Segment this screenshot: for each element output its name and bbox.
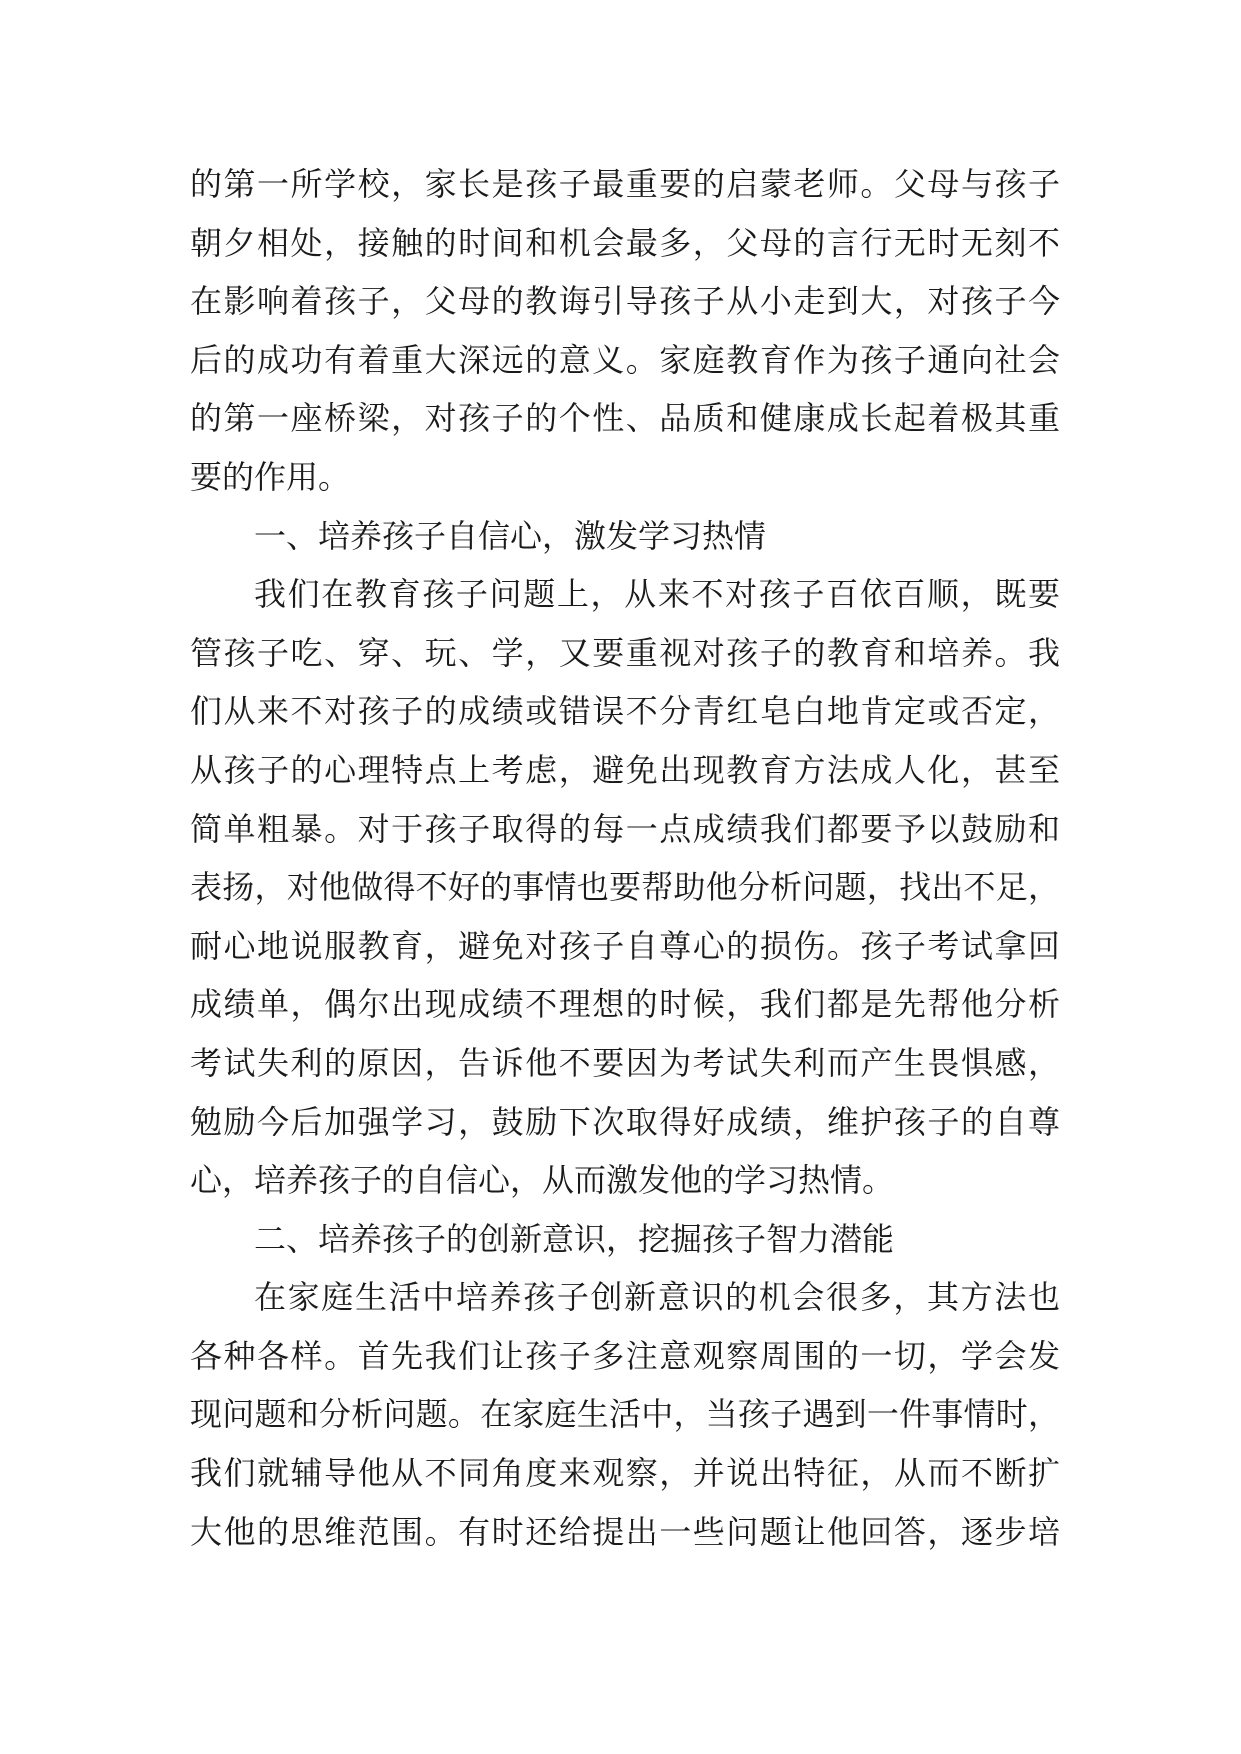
text-line: 大他的思维范围。有时还给提出一些问题让他回答，逐步培 [190, 1512, 1060, 1551]
text-line: 表扬，对他做得不好的事情也要帮助他分析问题，找出不足， [190, 868, 1060, 907]
text-line: 考试失利的原因，告诉他不要因为考试失利而产生畏惧感， [190, 1043, 1060, 1082]
text-line: 心，培养孩子的自信心，从而激发他的学习热情。 [190, 1161, 895, 1200]
text-line: 的第一所学校，家长是孩子最重要的启蒙老师。父母与孩子 [190, 165, 1060, 203]
text-line: 们从来不对孩子的成绩或错误不分青红皂白地肯定或否定， [190, 692, 1060, 731]
text-line: 勉励今后加强学习，鼓励下次取得好成绩，维护孩子的自尊 [190, 1102, 1060, 1141]
text-line: 在影响着孩子，父母的教诲引导孩子从小走到大，对孩子今 [190, 282, 1060, 321]
text-line: 管孩子吃、穿、玩、学，又要重视对孩子的教育和培养。我 [190, 633, 1060, 672]
section-heading-line: 一、培养孩子自信心，激发学习热情 [254, 516, 767, 555]
section-heading-line: 二、培养孩子的创新意识，挖掘孩子智力潜能 [254, 1219, 895, 1258]
text-line: 简单粗暴。对于孩子取得的每一点成绩我们都要予以鼓励和 [190, 809, 1060, 848]
text-line: 耐心地说服教育，避免对孩子自尊心的损伤。孩子考试拿回 [190, 926, 1060, 965]
text-line: 后的成功有着重大深远的意义。家庭教育作为孩子通向社会 [190, 340, 1060, 379]
text-line: 我们就辅导他从不同角度来观察，并说出特征，从而不断扩 [190, 1454, 1060, 1493]
text-line: 在家庭生活中培养孩子创新意识的机会很多，其方法也 [254, 1278, 1060, 1317]
text-line: 朝夕相处，接触的时间和机会最多，父母的言行无时无刻不 [190, 223, 1060, 262]
text-line: 各种各样。首先我们让孩子多注意观察周围的一切，学会发 [190, 1336, 1060, 1375]
text-line: 要的作用。 [190, 457, 351, 496]
text-line: 现问题和分析问题。在家庭生活中，当孩子遇到一件事情时， [190, 1395, 1060, 1434]
text-line: 的第一座桥梁，对孩子的个性、品质和健康成长起着极其重 [190, 399, 1060, 438]
text-line: 从孩子的心理特点上考虑，避免出现教育方法成人化，甚至 [190, 750, 1060, 789]
text-line: 成绩单，偶尔出现成绩不理想的时候，我们都是先帮他分析 [190, 985, 1060, 1024]
text-line: 我们在教育孩子问题上，从来不对孩子百依百顺，既要 [254, 575, 1060, 614]
document-body-text [190, 155, 1060, 1561]
